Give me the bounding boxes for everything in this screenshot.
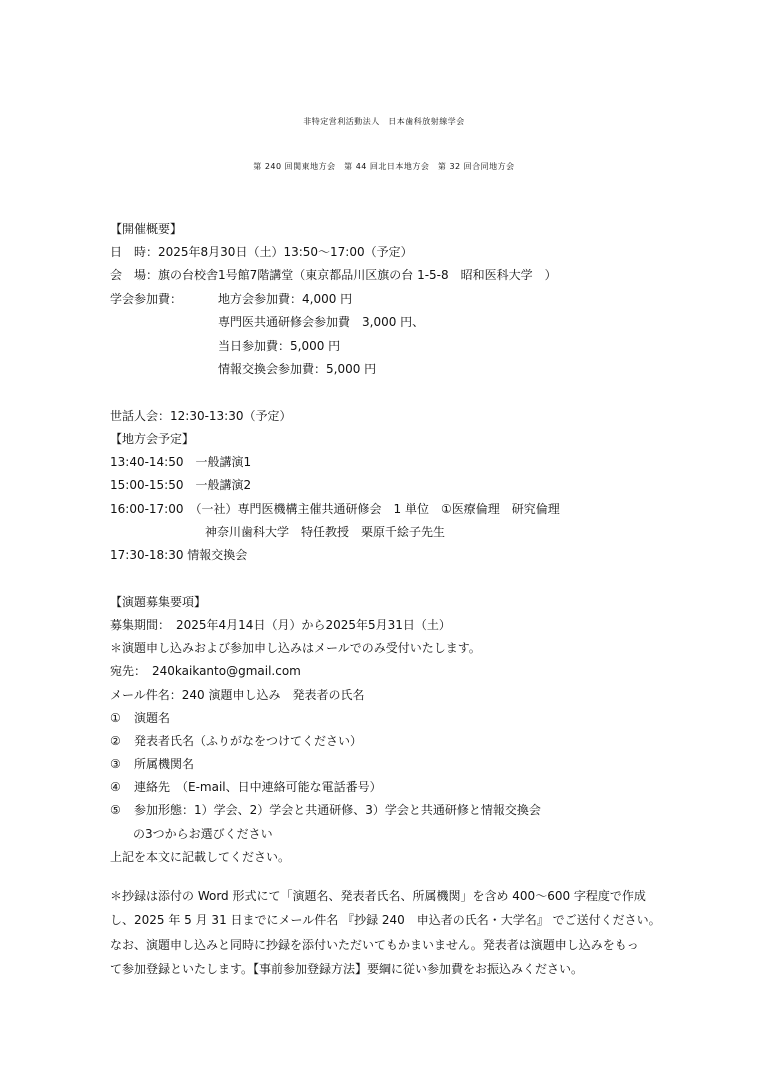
overview-heading: 【開催概要】 — [110, 222, 183, 236]
fee-item: 情報交換会参加費：5,000 円 — [218, 362, 377, 376]
fee-item: 地方会参加費：4,000 円 — [218, 292, 353, 306]
list-number: ③ — [110, 757, 121, 771]
event-title: 第 240 回関東地方会 第 44 回北日本地方会 第 32 回合同地方会 — [253, 162, 515, 171]
call-heading: 【演題募集要項】 — [110, 595, 207, 609]
schedule-item: 17:30-18:30 情報交換会 — [110, 548, 248, 562]
list-item — [110, 756, 194, 772]
submission-note: ＊演題申し込みおよび参加申し込みはメールでのみ受付いたします。 — [110, 641, 481, 655]
list-number: ④ — [110, 780, 121, 794]
list-text: 所属機関名 — [134, 757, 195, 771]
fee-label: 学会参加費： — [110, 292, 183, 306]
schedule-item: 15:00-15:50 一般講演2 — [110, 478, 252, 492]
abstract-line: て参加登録といたします。【事前参加登録方法】要綱に従い参加費をお振込みください。 — [110, 962, 584, 976]
lecture-speaker: 神奈川歯科大学 特任教授 栗原千絵子先生 — [205, 525, 446, 539]
list-item — [110, 710, 170, 726]
email-subject: メール件名：240 演題申し込み 発表者の氏名 — [110, 688, 365, 702]
submission-address: 宛先： 240kaikanto@gmail.com — [110, 664, 301, 678]
abstract-line: なお、演題申し込みと同時に抄録を添付いただいてもかまいません。発表者は演題申し込みをもっ — [110, 938, 639, 952]
overview-venue: 会 場：旗の台校舎1号館7階講堂（東京都品川区旗の台 1-5-8 昭和医科大学 ） — [110, 268, 557, 282]
list-text: 連絡先 （E-mail、日中連絡可能な電話番号） — [134, 780, 382, 794]
overview-date: 日 時：2025年8月30日（土）13:50～17:00（予定） — [110, 245, 413, 259]
schedule-heading: 【地方会予定】 — [110, 432, 195, 446]
organizer-meeting: 世話人会：12:30-13:30（予定） — [110, 409, 292, 423]
submission-period: 募集期間： 2025年4月14日（月）から2025年5月31日（土） — [110, 618, 451, 632]
list-text: 発表者氏名（ふりがなをつけてください） — [134, 734, 363, 748]
closing-instruction: 上記を本文に記載してください。 — [110, 850, 291, 864]
abstract-line: し、2025 年 5 月 31 日までにメール件名 『抄録 240 申込者の氏名・大学名』 でご送付ください。 — [110, 913, 661, 927]
schedule-item: 16:00-17:00 （一社）専門医機構主催共通研修会 1 単位 ①医療倫理 研究倫理 — [110, 502, 560, 516]
list-item — [110, 802, 541, 818]
list-item-continuation: の3つからお選びください — [133, 827, 273, 841]
list-number: ② — [110, 734, 121, 748]
schedule-item: 13:40-14:50 一般講演1 — [110, 455, 252, 469]
organization-title: 非特定営利活動法人 日本歯科放射線学会 — [303, 117, 465, 126]
abstract-line: ＊抄録は添付の Word 形式にて「演題名、発表者氏名、所属機関」を含め 400～600 字程度で作成 — [110, 889, 646, 903]
list-item — [110, 779, 382, 795]
list-text: 演題名 — [134, 711, 171, 725]
list-item — [110, 733, 362, 749]
list-number: ⑤ — [110, 803, 121, 817]
fee-item: 専門医共通研修会参加費 3,000 円、 — [218, 315, 425, 329]
list-text: 参加形態：1）学会、2）学会と共通研修、3）学会と共通研修と情報交換会 — [134, 803, 541, 817]
list-number: ① — [110, 711, 121, 725]
fee-item: 当日参加費：5,000 円 — [218, 339, 341, 353]
